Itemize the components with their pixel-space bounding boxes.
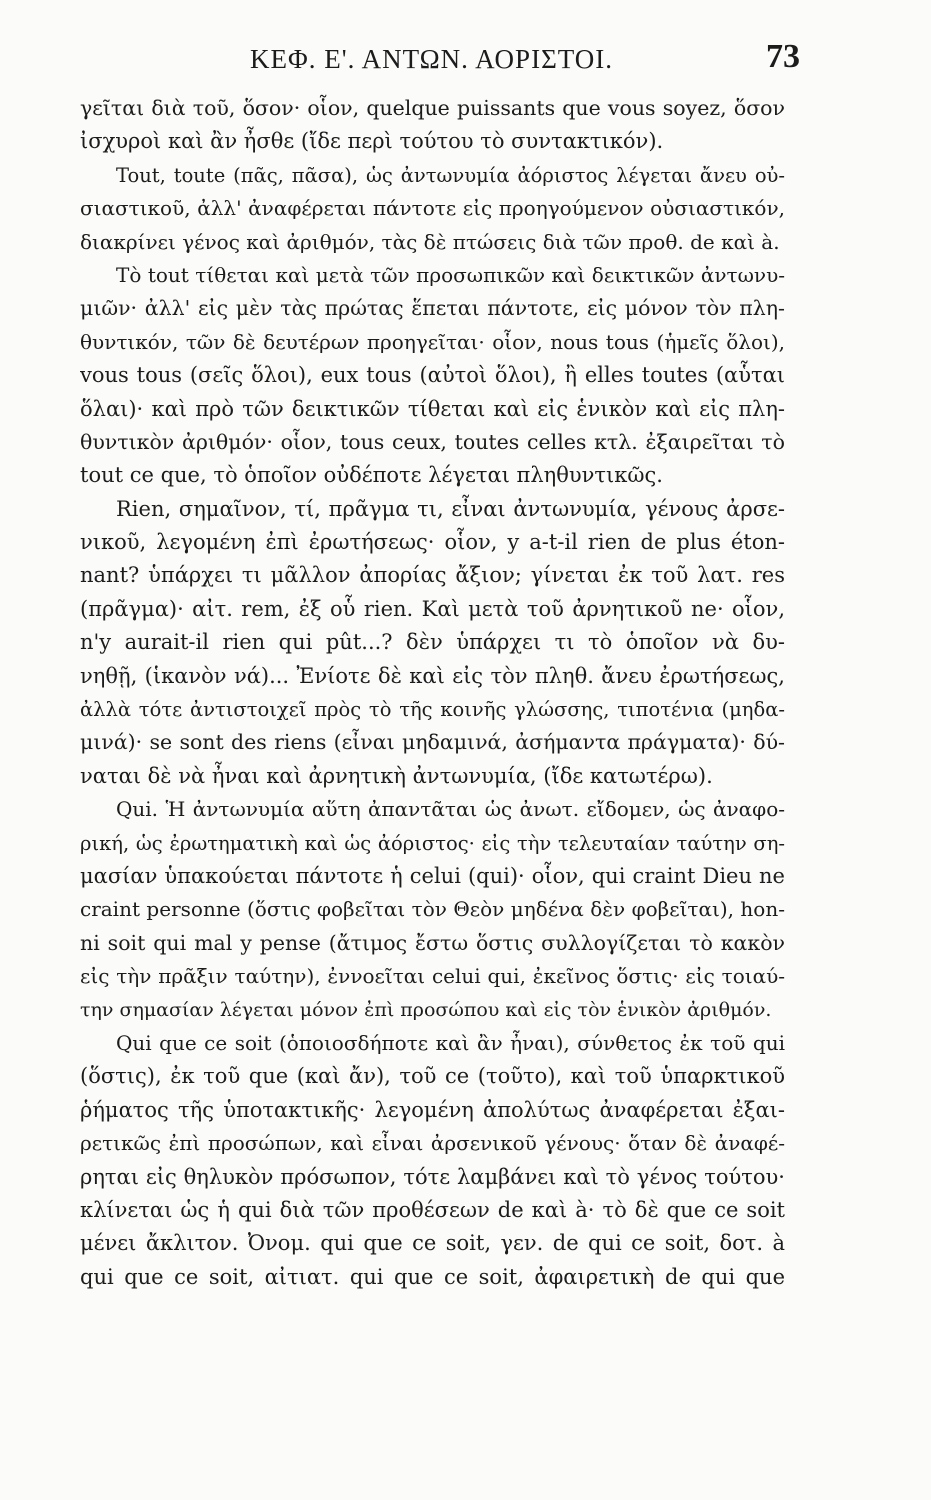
text-line: μένει ἄκλιτον. Ὀνομ. qui que ce soit, γεν. de qui ce soit, δοτ. à [80, 1231, 785, 1256]
paragraph-start-line: Tout, toute (πᾶς, πᾶσα), ὡς ἀντωνυμία ἀόριστος λέγεται ἄνευ οὐ- [116, 163, 785, 187]
text-line: ἰσχυροὶ καὶ ἂν ἦσθε (ἴδε περὶ τούτου τὸ συντακτικόν). [80, 129, 664, 154]
text-line: την σημασίαν λέγεται μόνον ἐπὶ προσώπου καὶ εἰς τὸν ἑνικὸν ἀριθμόν. [80, 998, 772, 1021]
text-line: qui que ce soit, αἰτιατ. qui que ce soit, ἀφαιρετικὴ de qui que [80, 1264, 785, 1289]
page-header [80, 38, 800, 78]
text-line: ni soit qui mal y pense (ἄτιμος ἔστω ὅστις συλλογίζεται τὸ κακὸν [80, 930, 785, 955]
text-line: (πρᾶγμα)· αἰτ. rem, ἐξ οὗ rien. Καὶ μετὰ τοῦ ἀρνητικοῦ ne· οἷον, [80, 596, 785, 621]
page-number: 73 [766, 38, 800, 75]
paragraph-start-line: Qui. Ἡ ἀντωνυμία αὕτη ἀπαντᾶται ὡς ἀνωτ. εἴδομεν, ὡς ἀναφο- [116, 797, 785, 822]
text-line: μινά)· se sont des riens (εἶναι μηδαμινά, ἀσήμαντα πράγματα)· δύ- [80, 730, 785, 755]
text-line: ῥήματος τῆς ὑποτακτικῆς· λεγομένη ἀπολύτως ἀναφέρεται ἐξαι- [80, 1097, 785, 1122]
text-line: craint personne (ὅστις φοβεῖται τὸν Θεὸν μηδένα δὲν φοβεῖται), hon- [80, 897, 785, 922]
text-line: ἀλλὰ τότε ἀντιστοιχεῖ πρὸς τὸ τῆς κοινῆς γλώσσης, τιποτένια (μηδα- [80, 698, 785, 722]
text-line: διακρίνει γένος καὶ ἀριθμόν, τὰς δὲ πτώσεις διὰ τῶν προθ. de καὶ à. [80, 229, 780, 254]
text-line: εἰς τὴν πρᾶξιν ταύτην), ἐννοεῖται celui qui, ἐκεῖνος ὅστις· εἰς τοιαύ- [80, 964, 785, 989]
body-text [80, 92, 785, 1294]
text-line: nant? ὑπάρχει τι μᾶλλον ἀπορίας ἄξιον; γίνεται ἐκ τοῦ λατ. res [80, 563, 785, 588]
text-line: n'y aurait-il rien qui pût...? δὲν ὑπάρχει τι τὸ ὁποῖον νὰ δυ- [80, 630, 785, 655]
text-line: σιαστικοῦ, ἀλλ' ἀναφέρεται πάντοτε εἰς προηγούμενον οὐσιαστικόν, [80, 196, 785, 221]
text-line: ρετικῶς ἐπὶ προσώπων, καὶ εἶναι ἀρσενικοῦ γένους· ὅταν δὲ ἀναφέ- [80, 1131, 785, 1156]
text-line: ὅλαι)· καὶ πρὸ τῶν δεικτικῶν τίθεται καὶ εἰς ἑνικὸν καὶ εἰς πλη- [80, 396, 785, 421]
text-line: ρηται εἰς θηλυκὸν πρόσωπον, τότε λαμβάνει καὶ τὸ γένος τούτου· [80, 1164, 785, 1189]
text-line: νηθῇ, (ἱκανὸν νά)... Ἐνίοτε δὲ καὶ εἰς τὸν πληθ. ἄνευ ἐρωτήσεως, [80, 663, 785, 688]
paragraph-start-line: Qui que ce soit (ὁποιοσδήποτε καὶ ἂν ἦναι), σύνθετος ἐκ τοῦ qui [116, 1030, 785, 1055]
text-line: tout ce que, τὸ ὁποῖον οὐδέποτε λέγεται πληθυντικῶς. [80, 463, 663, 488]
paragraph-start-line: Τὸ tout τίθεται καὶ μετὰ τῶν προσωπικῶν καὶ δεικτικῶν ἀντωνυ- [116, 262, 785, 287]
text-line: κλίνεται ὡς ἡ qui διὰ τῶν προθέσεων de καὶ à· τὸ δὲ que ce soit [80, 1197, 785, 1222]
text-line: γεῖται διὰ τοῦ, ὅσον· οἷον, quelque puissants que vous soyez, ὅσον [80, 96, 785, 120]
text-line: ναται δὲ νὰ ἦναι καὶ ἀρνητικὴ ἀντωνυμία, (ἴδε κατωτέρω). [80, 763, 713, 788]
text-line: μιῶν· ἀλλ' εἰς μὲν τὰς πρώτας ἕπεται πάντοτε, εἰς μόνον τὸν πλη- [80, 296, 785, 321]
text-line: (ὅστις), ἐκ τοῦ que (καὶ ἄν), τοῦ ce (τοῦτο), καὶ τοῦ ὑπαρκτικοῦ [80, 1064, 785, 1089]
text-line: νικοῦ, λεγομένη ἐπὶ ἐρωτήσεως· οἷον, y a-t-il rien de plus éton- [80, 530, 785, 555]
text-line: ρική, ὡς ἐρωτηματικὴ καὶ ὡς ἀόριστος· εἰς τὴν τελευταίαν ταύτην ση- [80, 831, 785, 855]
text-line: θυντικόν, τῶν δὲ δευτέρων προηγεῖται· οἷον, nous tous (ἡμεῖς ὅλοι), [80, 329, 785, 354]
text-line: θυντικὸν ἀριθμόν· οἷον, tous ceux, toutes celles κτλ. ἐξαιρεῖται τὸ [80, 429, 785, 454]
text-line: μασίαν ὑπακούεται πάντοτε ἡ celui (qui)· οἷον, qui craint Dieu ne [80, 863, 785, 888]
text-line: vous tous (σεῖς ὅλοι), eux tous (αὐτοὶ ὅλοι), ἢ elles toutes (αὗται [80, 363, 785, 388]
paragraph-start-line: Rien, σημαῖνον, τί, πρᾶγμα τι, εἶναι ἀντωνυμία, γένους ἀρσε- [116, 496, 785, 521]
running-head: ΚΕΦ. Ε'. ΑΝΤΩΝ. ΑΟΡΙΣΤΟΙ. [250, 44, 614, 74]
